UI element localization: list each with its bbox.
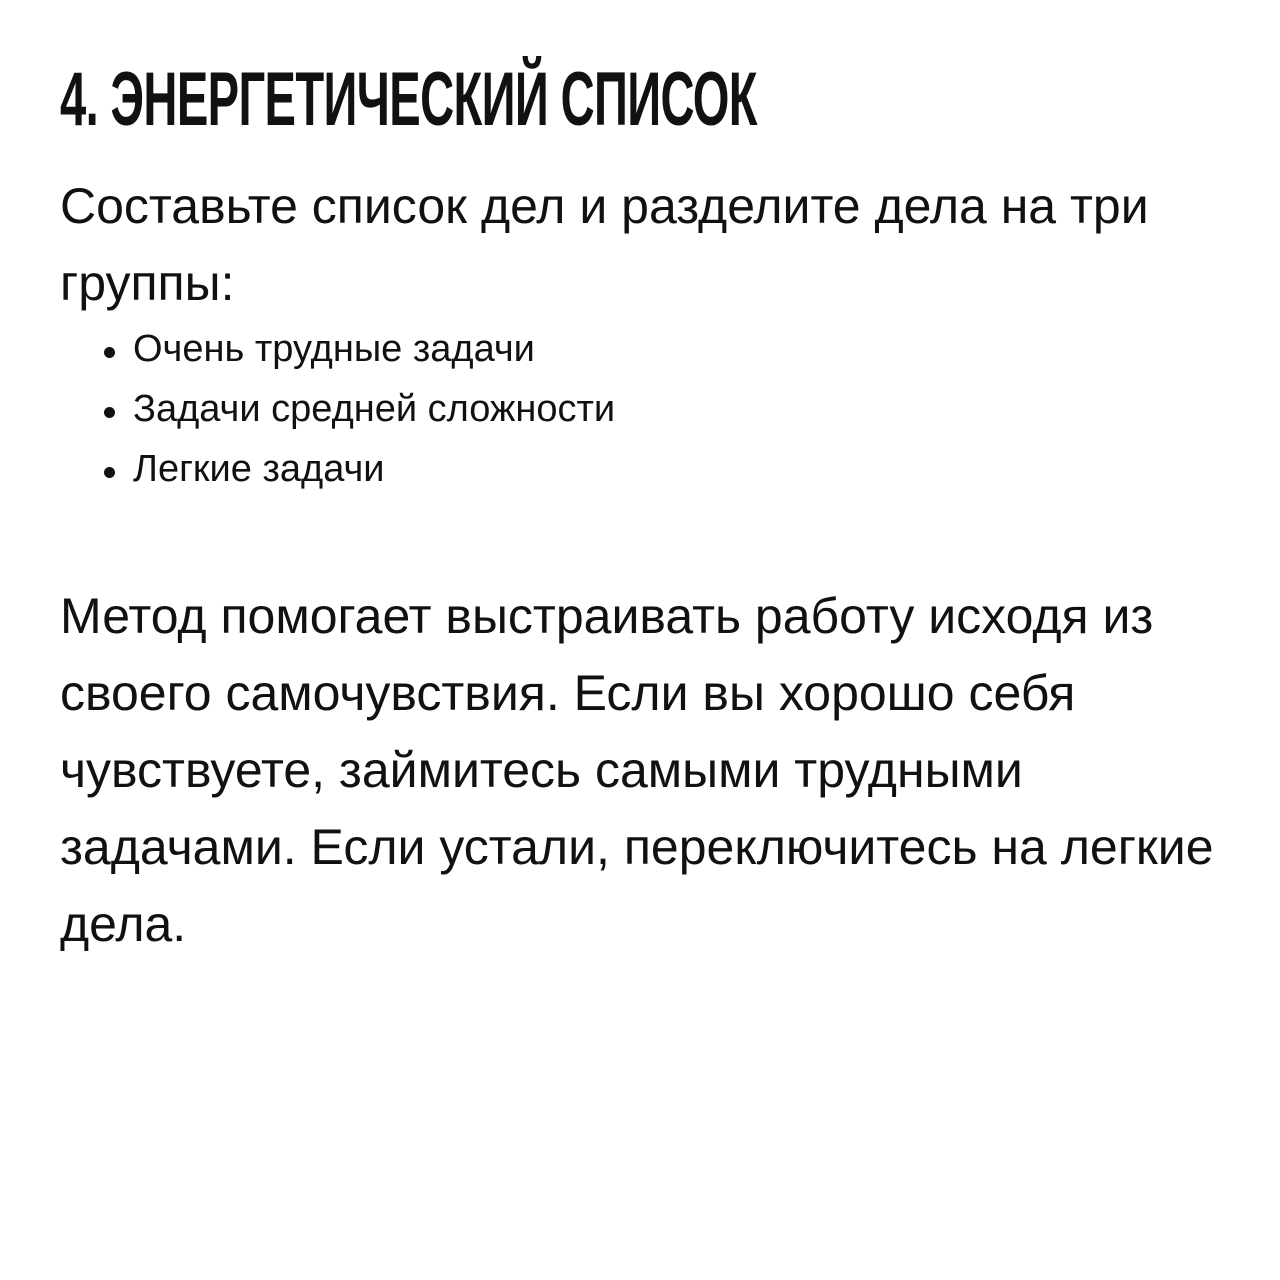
list-item [96,442,615,502]
list-item-label: Легкие задачи [133,448,385,490]
list-item [96,322,615,382]
bullet-icon [104,407,115,418]
intro-paragraph: Составьте список дел и разделите дела на три группы: [60,178,1149,311]
bullet-icon [104,467,115,478]
page-title: 4. ЭНЕРГЕТИЧЕСКИЙ СПИСОК [60,57,757,142]
list-item [96,382,615,442]
list-item-label: Очень трудные задачи [133,328,535,370]
task-groups-list [96,322,615,502]
bullet-icon [104,347,115,358]
method-description: Метод помогает выстраивать работу исходя из своего самочувствия. Если вы хорошо себя чувствуете, займитесь самыми трудными задачами. Если устали, переключитесь на легкие дела. [60,588,1214,952]
list-item-label: Задачи средней сложности [133,388,616,430]
